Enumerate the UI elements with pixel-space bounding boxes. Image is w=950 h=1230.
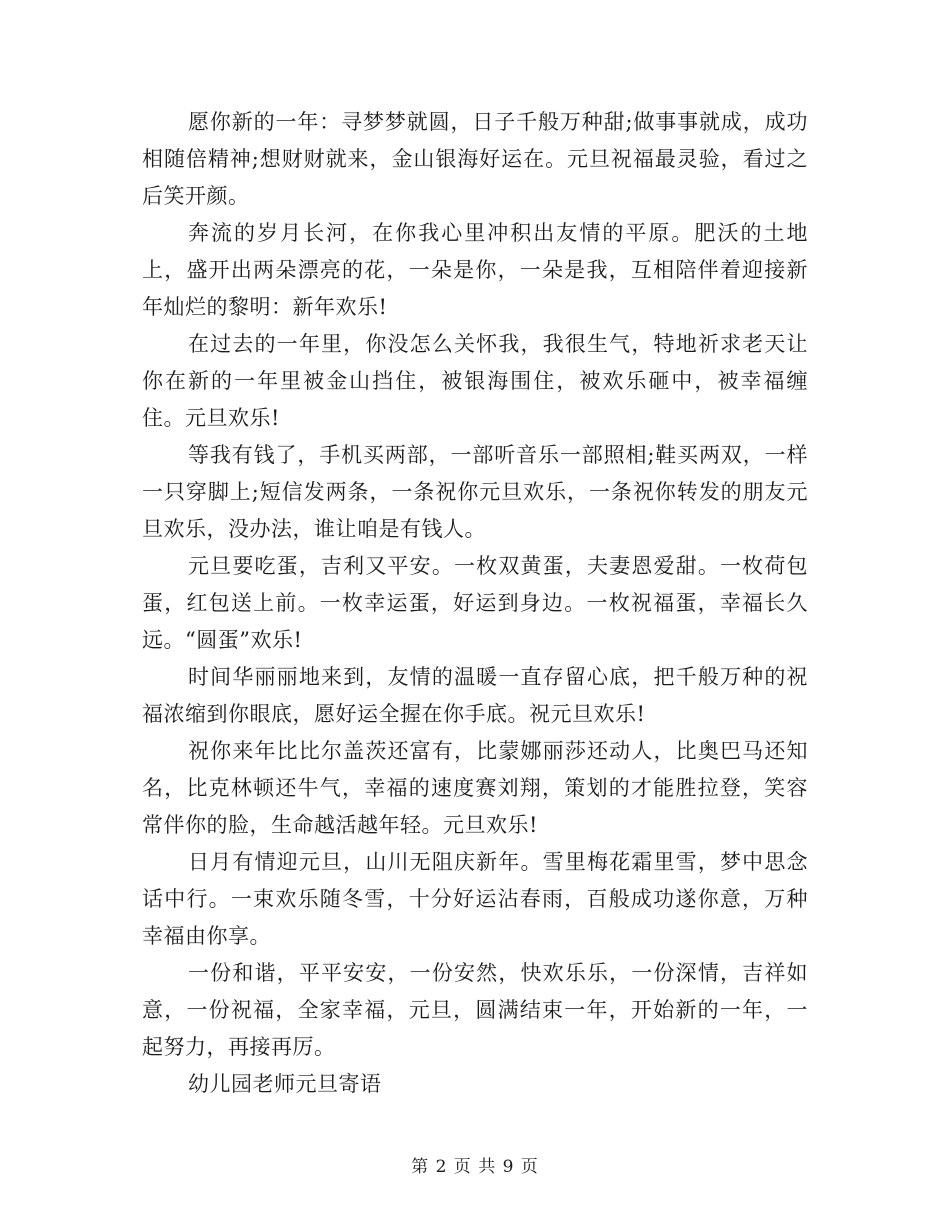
paragraph-6: 时间华丽丽地来到，友情的温暖一直存留心底，把千般万种的祝福浓缩到你眼底，愿好运全握在你手底。祝元旦欢乐! [142, 665, 808, 726]
paragraph-2: 奔流的岁月长河，在你我心里冲积出友情的平原。肥沃的土地上，盛开出两朵漂亮的花，一朵是你，一朵是我，互相陪伴着迎接新年灿烂的黎明：新年欢乐! [142, 221, 808, 319]
page-body [142, 104, 808, 1103]
paragraph-1: 愿你新的一年：寻梦梦就圆，日子千般万种甜;做事事就成，成功相随倍精神;想财财就来，金山银海好运在。元旦祝福最灵验，看过之后笑开颜。 [142, 110, 808, 208]
paragraph-8: 日月有情迎元旦，山川无阻庆新年。雪里梅花霜里雪，梦中思念话中行。一束欢乐随冬雪，十分好运沾春雨，百般成功遂你意，万种幸福由你享。 [142, 850, 808, 948]
paragraph-9: 一份和谐，平平安安，一份安然，快欢乐乐，一份深情，吉祥如意，一份祝福，全家幸福，元旦，圆满结束一年，开始新的一年，一起努力，再接再厉。 [142, 961, 808, 1059]
paragraph-3: 在过去的一年里，你没怎么关怀我，我很生气，特地祈求老天让你在新的一年里被金山挡住，被银海围住，被欢乐砸中，被幸福缠住。元旦欢乐! [142, 332, 808, 430]
paragraph-4: 等我有钱了，手机买两部，一部听音乐一部照相;鞋买两双，一样一只穿脚上;短信发两条，一条祝你元旦欢乐，一条祝你转发的朋友元旦欢乐，没办法，谁让咱是有钱人。 [142, 443, 808, 541]
section-heading: 幼儿园老师元旦寄语 [188, 1072, 382, 1096]
paragraph-7: 祝你来年比比尔盖茨还富有，比蒙娜丽莎还动人，比奥巴马还知名，比克林顿还牛气，幸福的速度赛刘翔，策划的才能胜拉登，笑容常伴你的脸，生命越活越年轻。元旦欢乐! [142, 739, 808, 837]
page-number-footer: 第 2 页 共 9 页 [411, 1157, 539, 1177]
paragraph-5: 元旦要吃蛋，吉利又平安。一枚双黄蛋，夫妻恩爱甜。一枚荷包蛋，红包送上前。一枚幸运蛋，好运到身边。一枚祝福蛋，幸福长久远。“圆蛋”欢乐! [142, 554, 808, 652]
